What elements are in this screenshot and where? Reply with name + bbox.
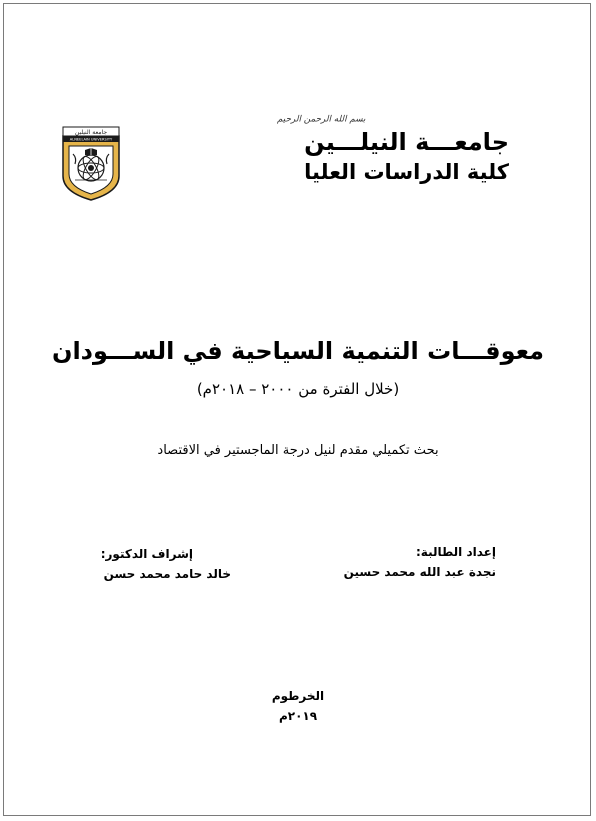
university-logo: [59, 124, 123, 202]
college-name: كلية الدراسات العليا: [304, 160, 509, 184]
student-label: إعداد الطالبة:: [416, 545, 496, 559]
supervisor-name: خالد حامد محمد حسن: [103, 567, 231, 581]
student-name: نجدة عبد الله محمد حسين: [343, 565, 496, 579]
supervisor-label: إشراف الدكتور:: [100, 547, 193, 561]
city: الخرطوم: [271, 689, 325, 703]
logo-caption: ALNEELAIN UNIVERSITY: [69, 137, 113, 142]
bismillah-text: بسم الله الرحمن الرحيم: [277, 113, 366, 124]
thesis-description: بحث تكميلي مقدم لنيل درجة الماجستير في الاقتصاد: [157, 443, 439, 458]
year: ٢٠١٩م: [278, 709, 318, 723]
svg-text:جامعة النيلين: جامعة النيلين: [74, 129, 108, 136]
thesis-period: (خلال الفترة من ٢٠٠٠ – ٢٠١٨م): [196, 380, 400, 398]
thesis-title: معوقـــات التنمية السياحية في الســـودان: [51, 337, 545, 365]
university-name: جامعـــة النيلـــين: [304, 128, 509, 156]
